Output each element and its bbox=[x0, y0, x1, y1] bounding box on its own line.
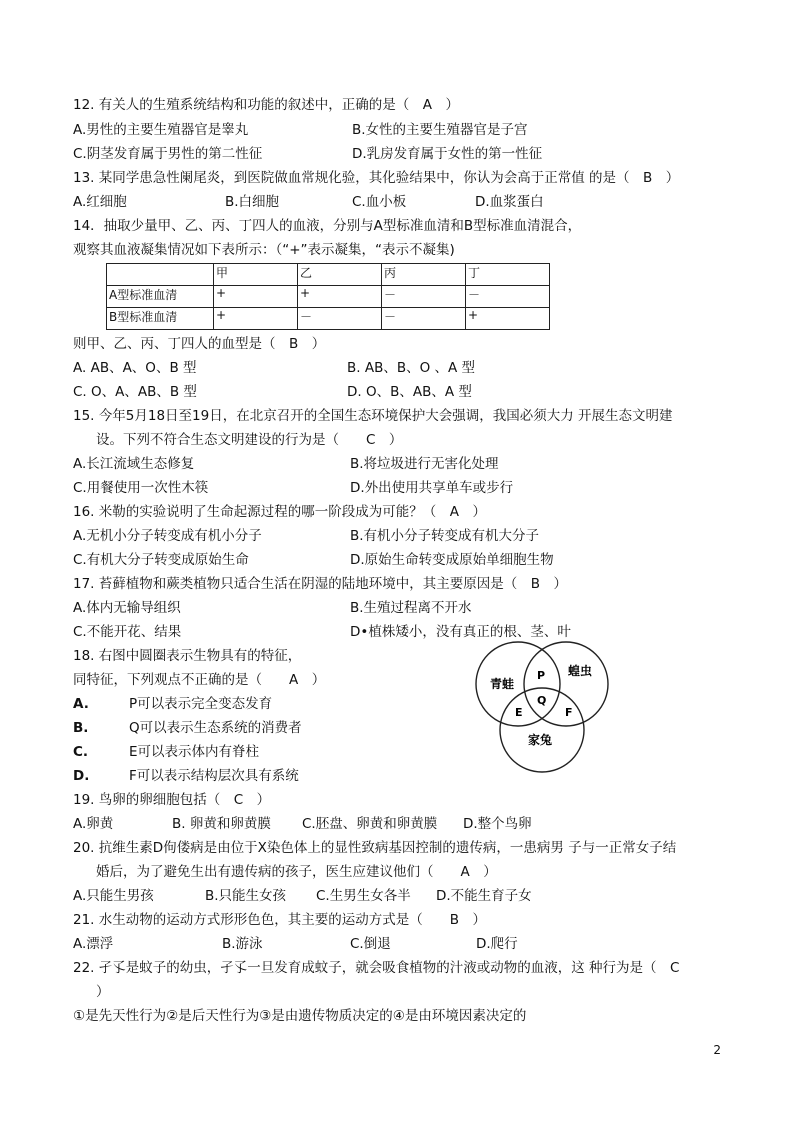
q12-stem: 12. 有关人的生殖系统结构和功能的叙述中，正确的是（ A ） bbox=[73, 97, 459, 113]
q18-option-text: F可以表示结构层次具有系统 bbox=[129, 768, 299, 784]
q15-option-b: B.将垃圾进行无害化处理 bbox=[350, 456, 499, 472]
q22-statements: ①是先天性行为②是后天性行为③是由遗传物质决定的④是由环境因素决定的 bbox=[73, 1008, 527, 1024]
table-row bbox=[107, 286, 550, 308]
q13-option-b: B.白细胞 bbox=[225, 194, 280, 210]
table-cell: － bbox=[382, 286, 466, 308]
q18-option-label: D. bbox=[73, 768, 90, 784]
q13-option-d: D.血浆蛋白 bbox=[475, 194, 544, 210]
q13-option-c: C.血小板 bbox=[352, 194, 407, 210]
q19-option-c: C.胚盘、卵黄和卵黄膜 bbox=[302, 816, 438, 832]
q20-option-b: B.只能生女孩 bbox=[205, 888, 287, 904]
q20-option-d: D.不能生育子女 bbox=[436, 888, 532, 904]
q18-option-c bbox=[73, 743, 259, 761]
q14-stem-line2: 观察其血液凝集情况如下表所示：（“+”表示凝集，“表示不凝集) bbox=[73, 242, 455, 258]
q19-option-d: D.整个鸟卵 bbox=[463, 816, 532, 832]
q21-option-d: D.爬行 bbox=[476, 936, 518, 952]
q19-stem: 19. 鸟卵的卵细胞包括（ C ） bbox=[73, 792, 271, 808]
q17-stem: 17. 苔藓植物和蕨类植物只适合生活在阴湿的陆地环境中，其主要原因是（ B ） bbox=[73, 576, 568, 592]
q18-option-label: C. bbox=[73, 744, 89, 760]
q20-option-c: C.生男生女各半 bbox=[316, 888, 411, 904]
q13-option-a: A.红细胞 bbox=[73, 194, 127, 210]
page-number: 2 bbox=[713, 1043, 721, 1057]
q15-stem-line1: 15. 今年5月18日至19日，在北京召开的全国生态环境保护大会强调，我国必须大力 开展生态文明建 bbox=[73, 408, 673, 424]
table-cell: B型标准血清 bbox=[107, 308, 214, 330]
table-cell: － bbox=[382, 308, 466, 330]
q21-option-b: B.游泳 bbox=[222, 936, 263, 952]
table-header-row bbox=[107, 264, 550, 286]
q19-option-a: A.卵黄 bbox=[73, 816, 114, 832]
q21-stem: 21. 水生动物的运动方式形形色色，其主要的运动方式是（ B ） bbox=[73, 912, 487, 928]
table-cell: － bbox=[466, 286, 550, 308]
q19-option-b: B. 卵黄和卵黄膜 bbox=[172, 816, 271, 832]
q14-stem-line1: 14．抽取少量甲、乙、丙、丁四人的血液，分别与A型标准血清和B型标准血清混合， bbox=[73, 218, 582, 234]
q15-stem-line2: 设。下列不符合生态文明建设的行为是（ C ） bbox=[96, 432, 403, 448]
q14-option-b: B. AB、B、O 、A 型 bbox=[347, 360, 476, 376]
q13-stem: 13. 某同学患急性阑尾炎，到医院做血常规化验，其化验结果中，你认为会高于正常值 的是（ B ） bbox=[73, 170, 680, 186]
locust-label: 蝗虫 bbox=[568, 664, 593, 678]
q20-stem-line1: 20. 抗维生素D佝偻病是由位于X染色体上的显性致病基因控制的遗传病，一患病男 子与一正常女子结 bbox=[73, 840, 677, 856]
venn-f-label: F bbox=[565, 706, 573, 719]
q22-stem-line1: 22. 孑孓是蚊子的幼虫，孑孓一旦发育成蚊子，就会吸食植物的汁液或动物的血液，这 种行为是（ C bbox=[73, 960, 680, 976]
q17-option-d: D•植株矮小，没有真正的根、茎、叶 bbox=[350, 624, 571, 640]
q12-option-c: C.阴茎发育属于男性的第二性征 bbox=[73, 146, 263, 162]
venn-diagram bbox=[470, 640, 620, 790]
q18-option-text: Q可以表示生态系统的消费者 bbox=[129, 720, 302, 736]
q18-option-text: P可以表示完全变态发育 bbox=[129, 696, 273, 712]
table-row bbox=[107, 308, 550, 330]
blood-agglutination-table bbox=[106, 263, 550, 330]
table-header-cell bbox=[107, 264, 214, 286]
q14-question: 则甲、乙、丙、丁四人的血型是（ B ） bbox=[73, 336, 326, 352]
q14-option-a: A. AB、A、O、B 型 bbox=[73, 360, 197, 376]
frog-label: 青蛙 bbox=[490, 677, 515, 691]
q16-stem: 16. 米勒的实验说明了生命起源过程的哪一阶段成为可能？（ A ） bbox=[73, 504, 486, 520]
q18-option-label: B. bbox=[73, 720, 89, 736]
table-cell: + bbox=[214, 286, 298, 308]
q12-option-b: B.女性的主要生殖器官是子宫 bbox=[352, 122, 528, 138]
q18-option-b bbox=[73, 719, 302, 737]
q16-option-d: D.原始生命转变成原始单细胞生物 bbox=[350, 552, 554, 568]
table-header-cell: 丙 bbox=[382, 264, 466, 286]
q15-option-d: D.外出使用共享单车或步行 bbox=[350, 480, 514, 496]
q14-option-c: C. O、A、AB、B 型 bbox=[73, 384, 197, 400]
table-cell: A型标准血清 bbox=[107, 286, 214, 308]
rabbit-label: 家兔 bbox=[528, 733, 553, 747]
q20-option-a: A.只能生男孩 bbox=[73, 888, 154, 904]
q18-stem-line1: 18. 右图中圆圈表示生物具有的特征， bbox=[73, 648, 302, 664]
q16-option-c: C.有机大分子转变成原始生命 bbox=[73, 552, 249, 568]
table-header-cell: 乙 bbox=[298, 264, 382, 286]
q18-option-d bbox=[73, 767, 299, 785]
venn-p-label: P bbox=[537, 669, 546, 682]
q12-option-d: D.乳房发育属于女性的第一性征 bbox=[352, 146, 543, 162]
table-header-cell: 丁 bbox=[466, 264, 550, 286]
q16-option-b: B.有机小分子转变成有机大分子 bbox=[350, 528, 540, 544]
table-cell: + bbox=[466, 308, 550, 330]
table-cell: － bbox=[298, 308, 382, 330]
q18-option-text: E可以表示体内有脊柱 bbox=[129, 744, 260, 760]
q17-option-c: C.不能开花、结果 bbox=[73, 624, 182, 640]
q12-option-a: A.男性的主要生殖器官是睾丸 bbox=[73, 122, 249, 138]
q14-option-d: D. O、B、AB、A 型 bbox=[347, 384, 472, 400]
q21-option-c: C.倒退 bbox=[350, 936, 391, 952]
q16-option-a: A.无机小分子转变成有机小分子 bbox=[73, 528, 262, 544]
q18-stem-line2: 同特征，下列观点不正确的是（ A ） bbox=[73, 672, 326, 688]
q17-option-b: B.生殖过程离不开水 bbox=[350, 600, 472, 616]
q18-option-label: A. bbox=[73, 696, 89, 712]
table-cell: + bbox=[298, 286, 382, 308]
q22-stem-line2: ） bbox=[96, 984, 110, 1000]
q15-option-c: C.用餐使用一次性木筷 bbox=[73, 480, 209, 496]
table-cell: + bbox=[214, 308, 298, 330]
venn-q-label: Q bbox=[537, 694, 547, 707]
q21-option-a: A.漂浮 bbox=[73, 936, 114, 952]
q17-option-a: A.体内无输导组织 bbox=[73, 600, 181, 616]
q15-option-a: A.长江流域生态修复 bbox=[73, 456, 195, 472]
q18-option-a bbox=[73, 695, 272, 713]
table-header-cell: 甲 bbox=[214, 264, 298, 286]
venn-e-label: E bbox=[515, 706, 523, 719]
q20-stem-line2: 婚后，为了避免生出有遗传病的孩子，医生应建议他们（ A ） bbox=[96, 864, 497, 880]
